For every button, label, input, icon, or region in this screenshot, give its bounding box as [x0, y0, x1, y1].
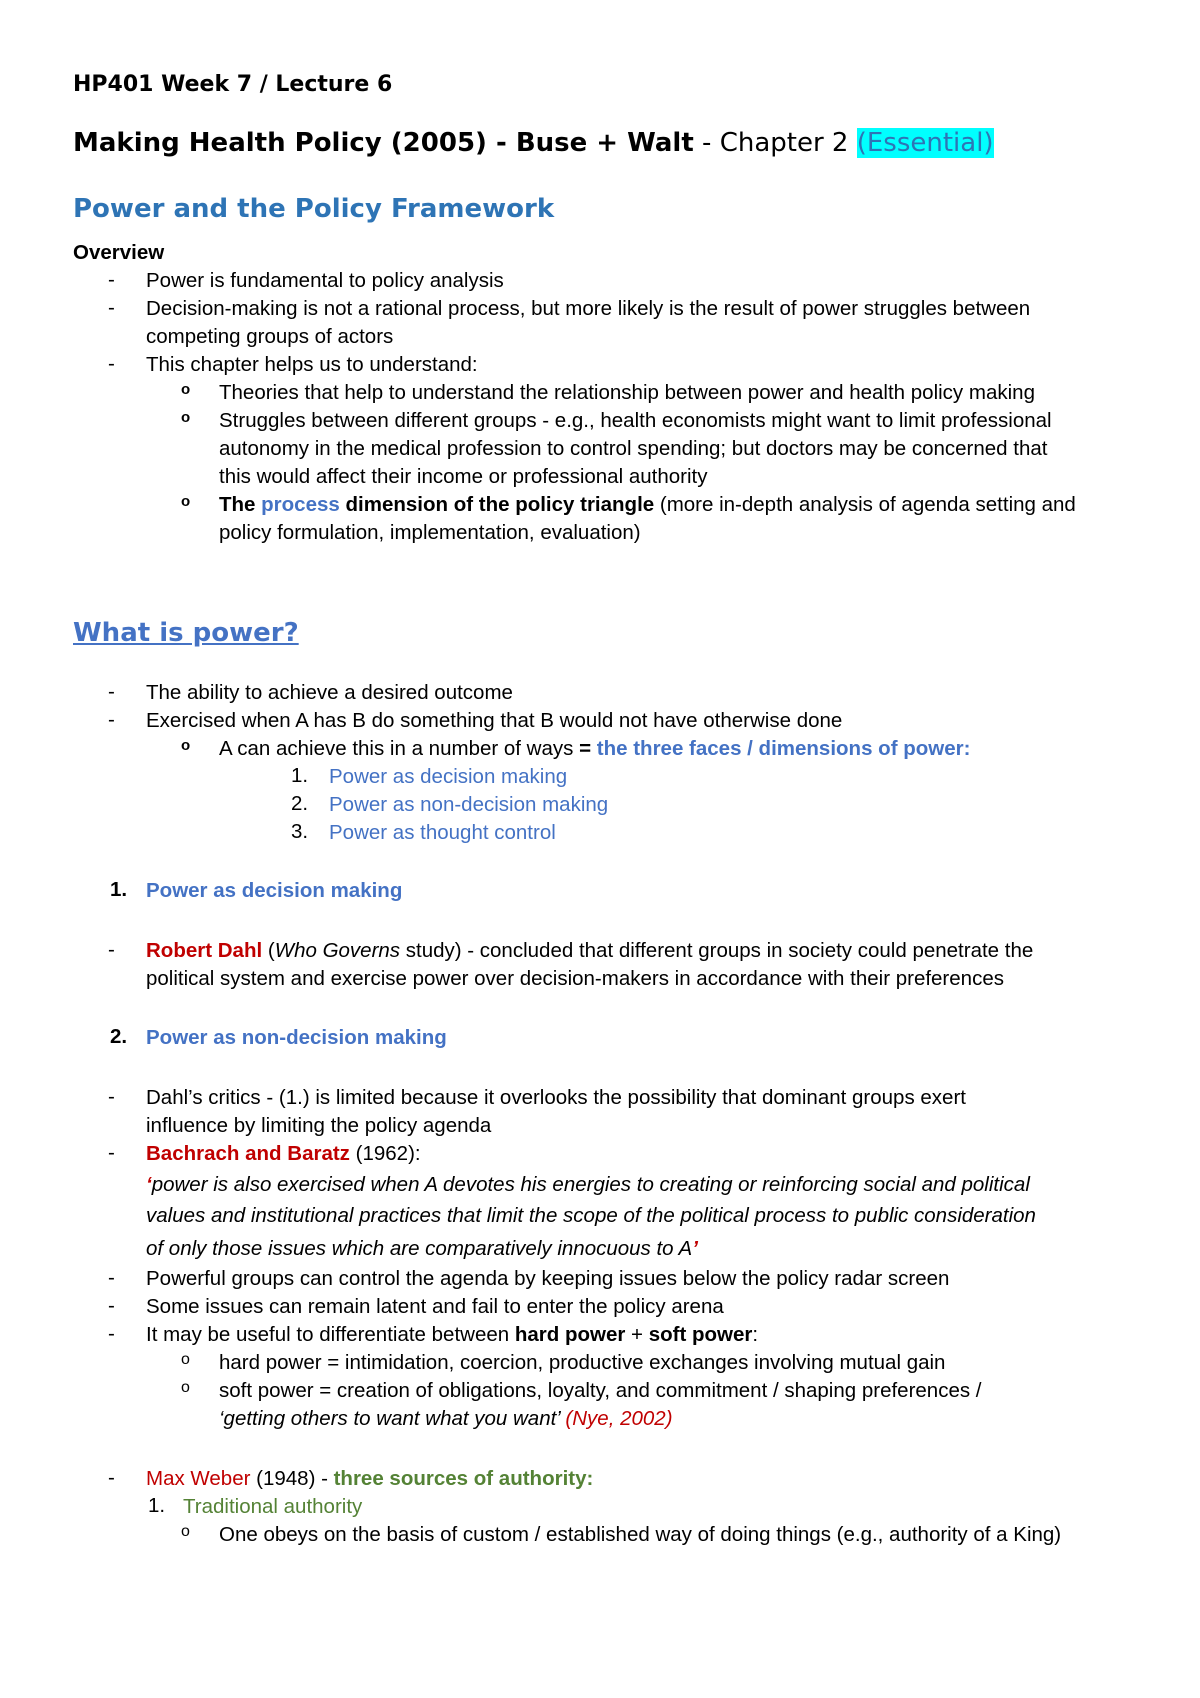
weber-line: Max Weber (1948) - three sources of authority:: [146, 1467, 594, 1490]
critics-line: Dahl’s critics - (1.) is limited because it overlooks the possibility that dominant groups exert: [146, 1086, 966, 1109]
dahl-line-continued: political system and exercise power over decision-makers in accordance with their preferences: [146, 967, 1004, 990]
face-number: 3.: [291, 820, 309, 843]
three-faces-line: A can achieve this in a number of ways = the three faces / dimensions of power:: [219, 737, 971, 760]
book-title: [73, 128, 994, 158]
sub-bullet-circle: o: [181, 1351, 190, 1368]
critics-line-continued: influence by limiting the policy agenda: [146, 1114, 492, 1137]
policy-triangle-line: The process dimension of the policy triangle (more in-depth analysis of agenda setting and: [219, 493, 1076, 516]
book-title-chapter: - Chapter 2: [693, 128, 857, 158]
document-title: HP401 Week 7 / Lecture 6: [73, 72, 393, 97]
book-title-bold: Making Health Policy (2005) - Buse + Walt: [73, 128, 694, 158]
bachrach-quote: ‘power is also exercised when A devotes his energies to creating or reinforcing social and political: [146, 1173, 1030, 1196]
sub-bullet-circle: o: [181, 1379, 190, 1396]
bullet-text: Decision-making is not a rational process, but more likely is the result of power struggles between: [146, 297, 1031, 320]
section-heading-what-is-power: What is power?: [73, 618, 299, 648]
section-heading-power-framework: Power and the Policy Framework: [73, 194, 555, 224]
face-number: 1.: [291, 764, 309, 787]
bullet-text-continued: competing groups of actors: [146, 325, 394, 348]
bullet-dash: -: [108, 1466, 115, 1489]
bullet-dash: -: [108, 1266, 115, 1289]
hard-soft-line: It may be useful to differentiate between hard power + soft power:: [146, 1323, 759, 1346]
bullet-dash: -: [108, 352, 115, 375]
traditional-authority: Traditional authority: [183, 1495, 363, 1518]
bullet-dash: -: [108, 708, 115, 731]
sub-bullet-text-continued: this would affect their income or professional authority: [219, 465, 708, 488]
sub-bullet-text-continued: policy formulation, implementation, evaluation): [219, 521, 641, 544]
bullet-dash: -: [108, 296, 115, 319]
sub-bullet-circle: o: [181, 493, 191, 510]
nye-citation: (Nye, 2002): [559, 1407, 673, 1430]
bullet-dash: -: [108, 1141, 115, 1164]
sub-bullet-circle: o: [181, 381, 191, 398]
bullet-text: This chapter helps us to understand:: [146, 353, 478, 376]
bullet-text: The ability to achieve a desired outcome: [146, 681, 513, 704]
authority-number: 1.: [148, 1494, 166, 1517]
bullet-dash: -: [108, 1294, 115, 1317]
sub-bullet-circle: o: [181, 409, 191, 426]
hard-power-def: hard power = intimidation, coercion, productive exchanges involving mutual gain: [219, 1351, 946, 1374]
bullet-text: Power is fundamental to policy analysis: [146, 269, 504, 292]
bachrach-quote-continued: values and institutional practices that limit the scope of the political process to public consideration: [146, 1204, 1036, 1227]
sub-bullet-text: Theories that help to understand the relationship between power and health policy making: [219, 381, 1035, 404]
sub-bullet-circle: o: [181, 1523, 190, 1540]
sub-bullet-text: Struggles between different groups - e.g., health economists might want to limit professional: [219, 409, 1052, 432]
face-label: Power as non-decision making: [329, 793, 609, 816]
essential-tag: (Essential): [856, 128, 994, 158]
overview-label: Overview: [73, 241, 165, 264]
process-keyword: process: [261, 493, 340, 516]
face2-number: 2.: [110, 1025, 128, 1048]
bullet-text: Exercised when A has B do something that B would not have otherwise done: [146, 709, 843, 732]
face-label: Power as decision making: [329, 765, 568, 788]
bachrach-line: Bachrach and Baratz (1962):: [146, 1142, 421, 1165]
bullet-text: Powerful groups can control the agenda by keeping issues below the policy radar screen: [146, 1267, 950, 1290]
bullet-dash: -: [108, 268, 115, 291]
bullet-dash: -: [108, 680, 115, 703]
bachrach-baratz-name: Bachrach and Baratz: [146, 1142, 350, 1165]
robert-dahl-name: Robert Dahl: [146, 939, 263, 962]
soft-power-def: soft power = creation of obligations, loyalty, and commitment / shaping preferences /: [219, 1379, 982, 1402]
bullet-dash: -: [108, 1085, 115, 1108]
bullet-text: Some issues can remain latent and fail to enter the policy arena: [146, 1295, 724, 1318]
face-label: Power as thought control: [329, 821, 556, 844]
face-number: 2.: [291, 792, 309, 815]
sub-bullet-circle: o: [181, 737, 191, 754]
dahl-line: Robert Dahl (Who Governs study) - concluded that different groups in society could penetrate the: [146, 939, 1034, 962]
bullet-dash: -: [108, 938, 115, 961]
face1-number: 1.: [110, 878, 128, 901]
bullet-dash: -: [108, 1322, 115, 1345]
face2-heading: Power as non-decision making: [146, 1026, 447, 1049]
traditional-authority-desc: One obeys on the basis of custom / established way of doing things (e.g., authority of a King): [219, 1523, 1062, 1546]
soft-power-def-continued: ‘getting others to want what you want’ (Nye, 2002): [219, 1407, 673, 1430]
sub-bullet-text-continued: autonomy in the medical profession to control spending; but doctors may be concerned that: [219, 437, 1048, 460]
bachrach-quote-continued: of only those issues which are comparatively innocuous to A’: [146, 1237, 698, 1260]
face1-heading: Power as decision making: [146, 879, 403, 902]
max-weber-name: Max Weber: [146, 1467, 251, 1490]
